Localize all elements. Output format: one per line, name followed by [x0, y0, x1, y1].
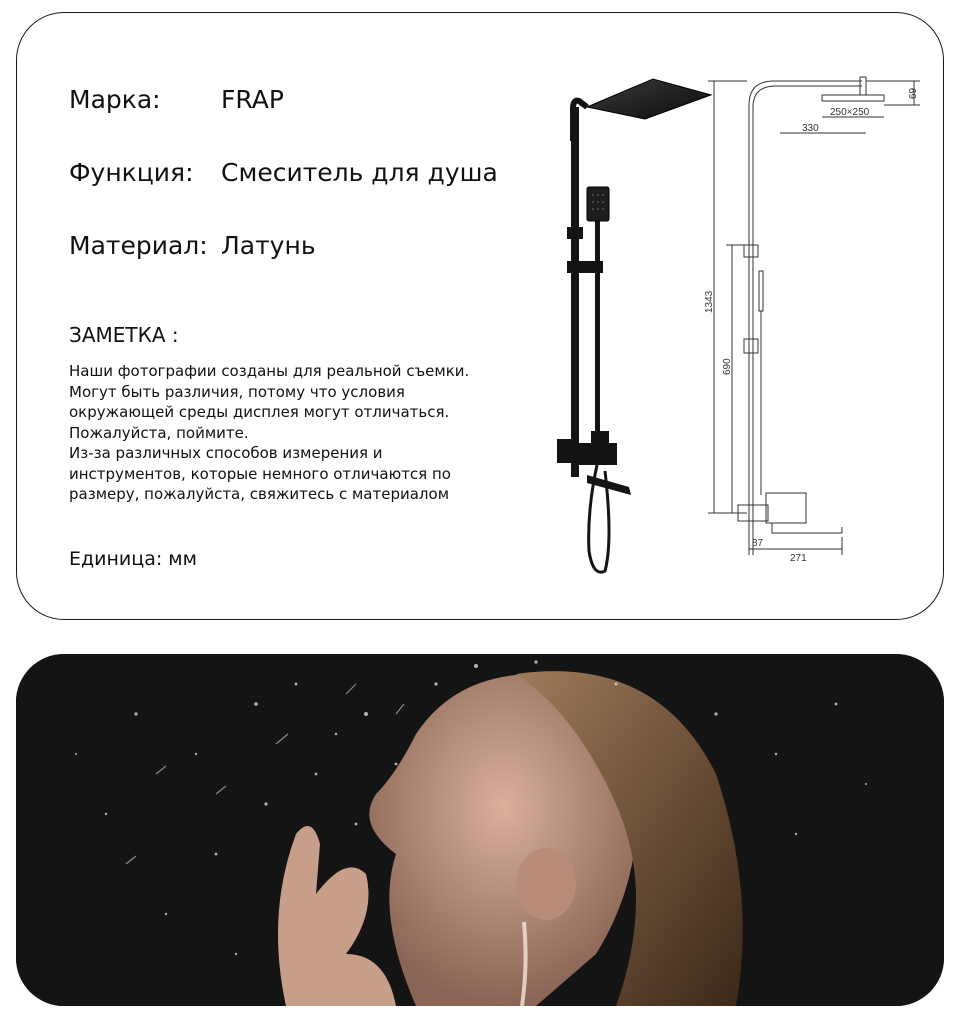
spec-card [16, 12, 944, 620]
dim-spout-length: 271 [790, 553, 807, 564]
dim-head-size: 250×250 [830, 107, 870, 118]
note-line: Пожалуйста, поймите. [69, 423, 249, 442]
function-value: Смеситель для душа [221, 158, 498, 187]
note-line: Из-за различных способов измерения и [69, 444, 383, 462]
dim-bar-height: 690 [722, 358, 733, 375]
unit-line: Единица: мм [69, 548, 197, 570]
shower-product-image [557, 71, 717, 583]
dim-total-height: 1343 [704, 290, 715, 313]
hand-shower-icon [587, 187, 609, 221]
function-label: Функция: [69, 158, 194, 187]
brand-label: Марка: [69, 85, 161, 114]
dim-arm-length: 330 [802, 123, 819, 134]
material-value: Латунь [221, 231, 316, 260]
shower-lifestyle-photo [16, 654, 944, 1006]
dim-inlet-offset: 87 [752, 538, 764, 549]
note-line: Могут быть различия, потому что условия [69, 382, 405, 401]
note-line: окружающей среды дисплея могут отличаться. [69, 403, 450, 421]
rain-head-icon [587, 79, 711, 119]
dim-head-height: 69 [908, 87, 919, 99]
note-line: Наши фотографии созданы для реальной съемки. [69, 362, 470, 380]
note-line: инструментов, которые немного отличаются по [69, 464, 451, 483]
note-body [69, 361, 509, 505]
brand-value: FRAP [221, 85, 284, 114]
note-title: ЗАМЕТКА : [69, 323, 179, 347]
material-label: Материал: [69, 231, 208, 260]
dimension-drawing [702, 75, 927, 565]
note-line: размеру, пожалуйста, свяжитесь с материалом [69, 485, 450, 503]
